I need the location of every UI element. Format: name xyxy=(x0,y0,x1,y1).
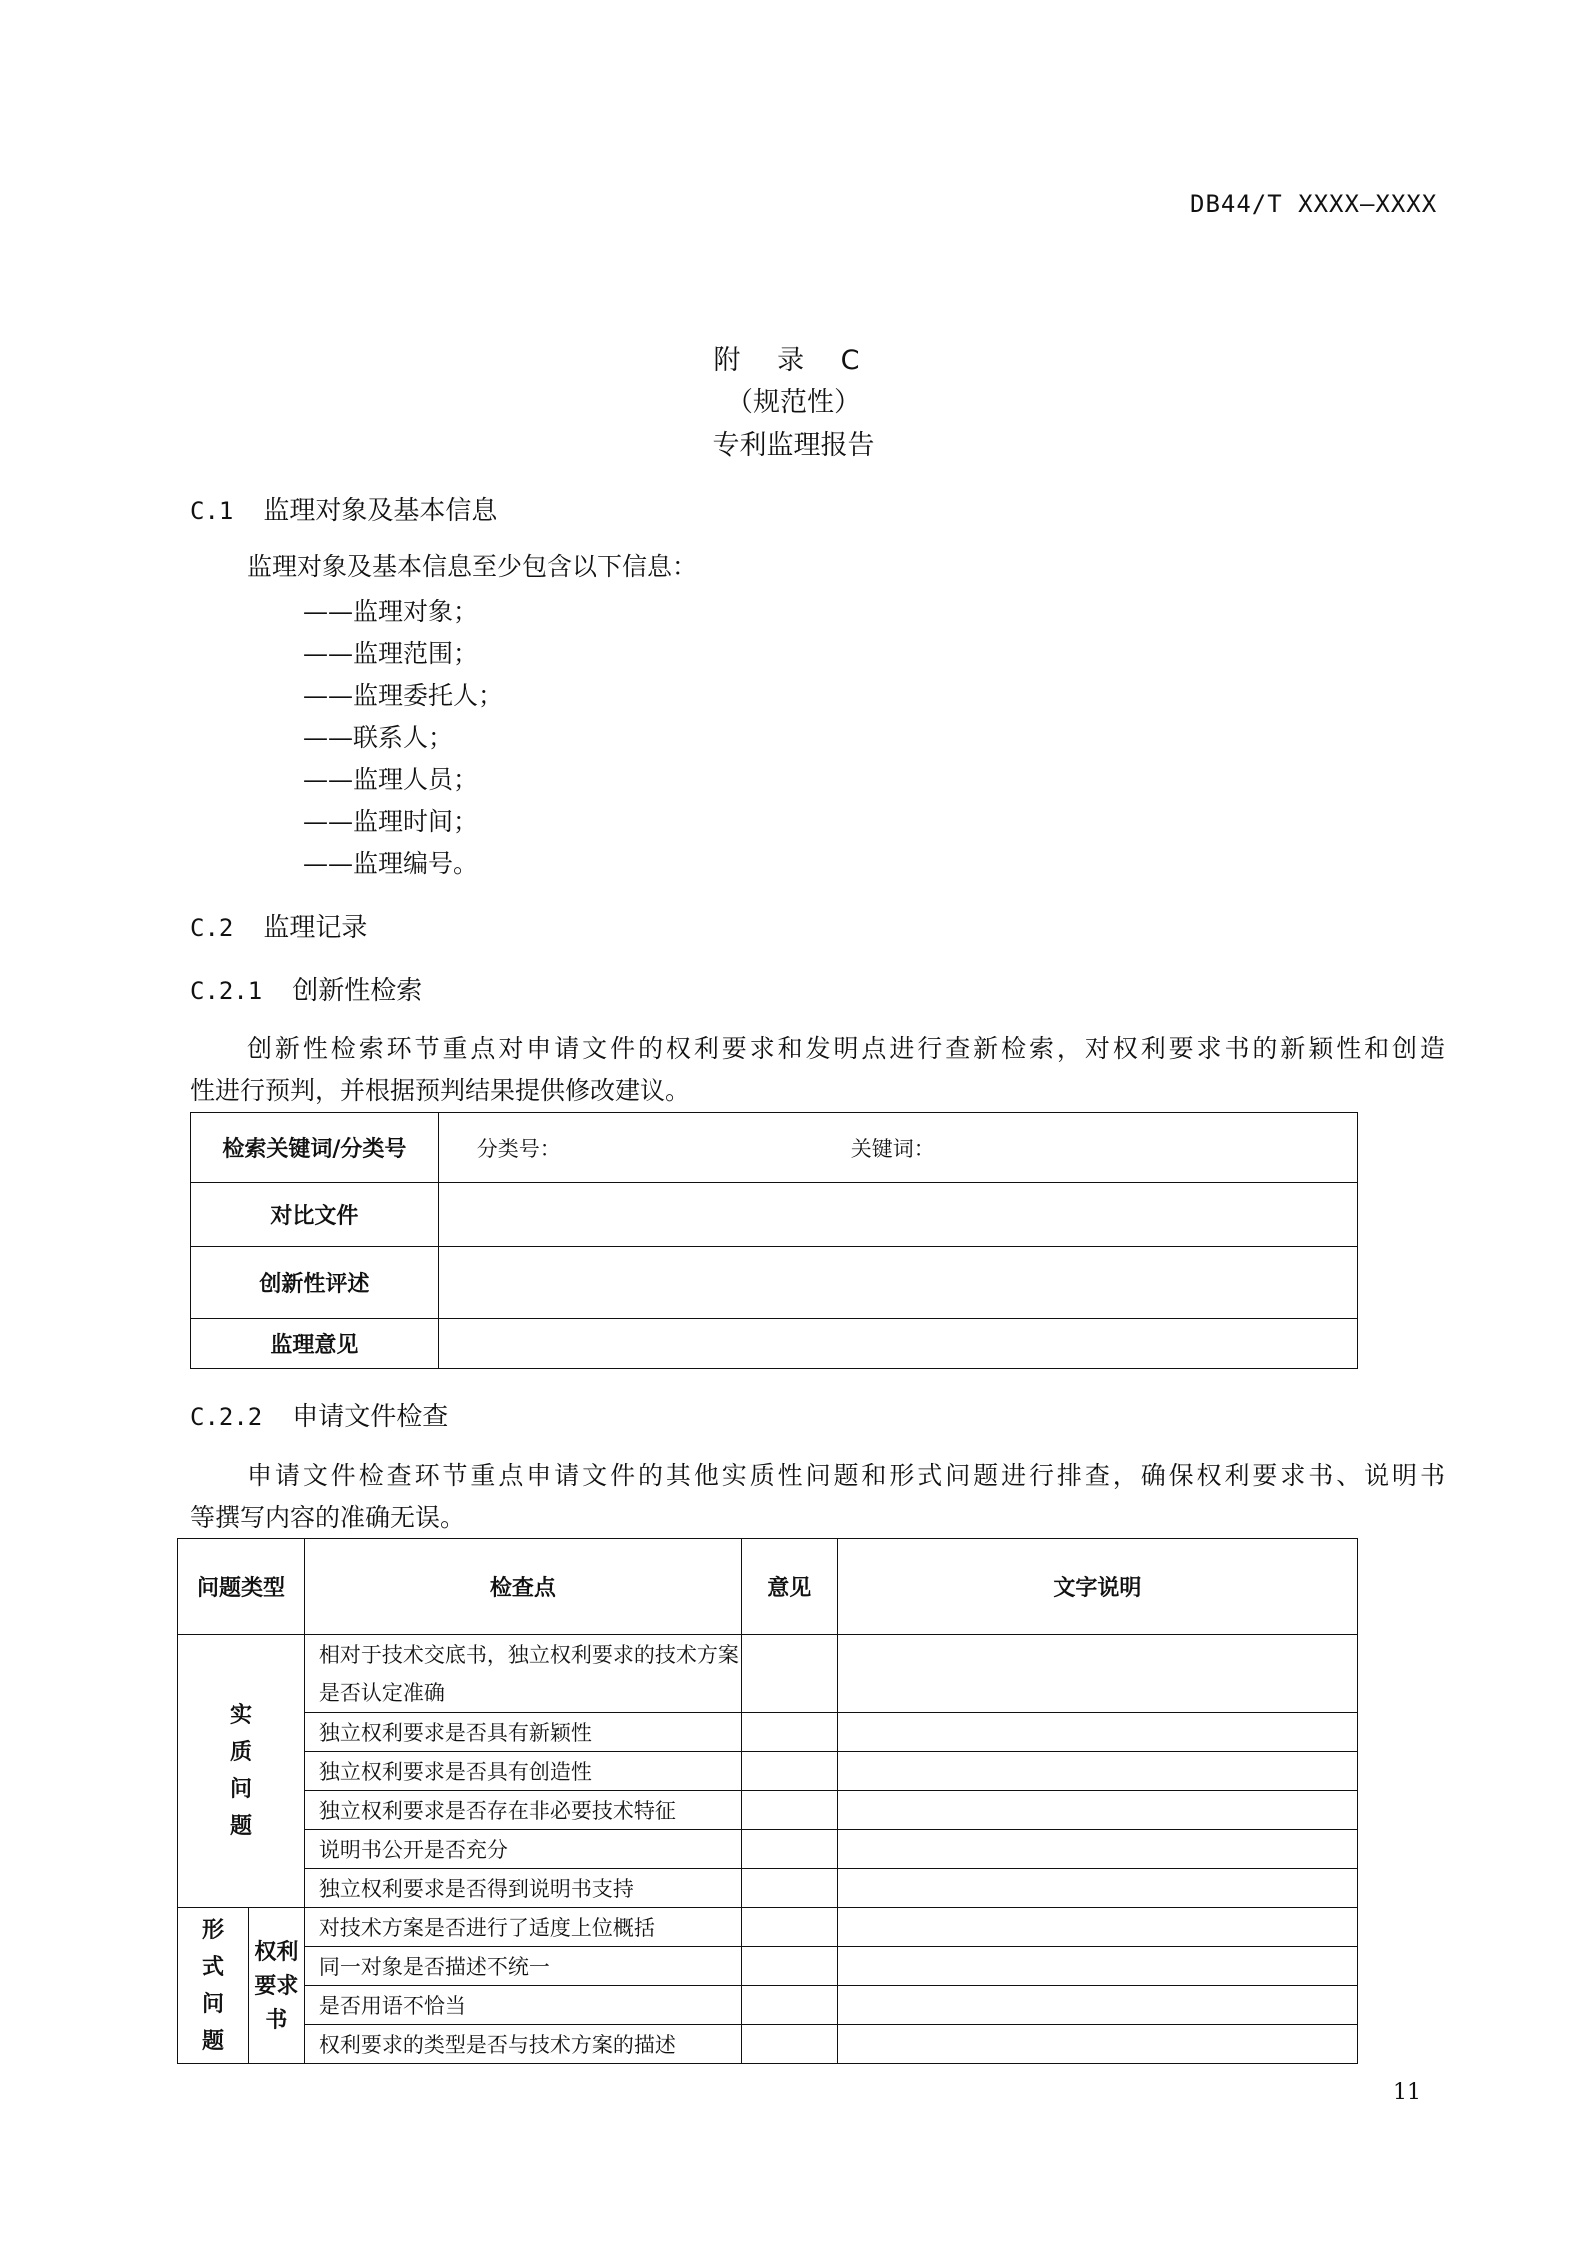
table-row xyxy=(191,1183,1358,1247)
section-number: C.2 xyxy=(190,914,234,942)
opinion-cell[interactable] xyxy=(741,1752,837,1791)
table-value-keywords[interactable] xyxy=(438,1113,1357,1183)
opinion-cell[interactable] xyxy=(741,1635,837,1713)
section-c1-intro: 监理对象及基本信息至少包含以下信息： xyxy=(247,552,698,581)
header-opinion: 意见 xyxy=(741,1539,837,1635)
section-number: C.2.2 xyxy=(190,1403,263,1431)
checkpoint-cell: 独立权利要求是否具有创造性 xyxy=(304,1752,741,1791)
document-check-table xyxy=(177,1538,1358,2064)
section-c22-paragraph-line1: 申请文件检查环节重点申请文件的其他实质性问题和形式问题进行排查，确保权利要求书、说明书 xyxy=(247,1461,1445,1490)
section-title: 申请文件检查 xyxy=(292,1402,449,1432)
table-row xyxy=(191,1247,1358,1319)
substantive-label-text: 实质问题 xyxy=(229,1702,252,1839)
section-c21-heading xyxy=(190,970,422,1007)
opinion-cell[interactable] xyxy=(741,1986,837,2025)
section-c21-paragraph-line2: 性进行预判，并根据预判结果提供修改建议。 xyxy=(190,1076,691,1105)
section-title: 监理记录 xyxy=(263,913,368,943)
opinion-cell[interactable] xyxy=(741,1713,837,1752)
text-cell[interactable] xyxy=(837,2025,1357,2064)
checkpoint-cell: 说明书公开是否充分 xyxy=(304,1830,741,1869)
checkpoint-cell: 是否用语不恰当 xyxy=(304,1986,741,2025)
page-number: 11 xyxy=(1393,2080,1421,2105)
list-item: ——监理对象； xyxy=(303,597,479,626)
text-cell[interactable] xyxy=(837,1635,1357,1713)
list-item: ——监理编号。 xyxy=(303,849,479,878)
appendix-type: （规范性） xyxy=(726,387,861,418)
checkpoint-cell: 独立权利要求是否具有新颖性 xyxy=(304,1713,741,1752)
section-title: 创新性检索 xyxy=(292,976,423,1006)
list-item: ——监理时间； xyxy=(303,807,479,836)
opinion-cell[interactable] xyxy=(741,1947,837,1986)
formal-problem-label xyxy=(178,1908,249,2064)
text-cell[interactable] xyxy=(837,1752,1357,1791)
table-value-novelty-review[interactable] xyxy=(438,1247,1357,1319)
table-value-supervision-opinion[interactable] xyxy=(438,1319,1357,1369)
table-header-row xyxy=(178,1539,1358,1635)
claims-label-text: 权利要求书 xyxy=(254,1938,299,2033)
checkpoint-cell: 同一对象是否描述不统一 xyxy=(304,1947,741,1986)
table-row xyxy=(178,1713,1358,1752)
section-c22-paragraph-line2: 等撰写内容的准确无误。 xyxy=(190,1503,466,1532)
checkpoint-cell: 对技术方案是否进行了适度上位概括 xyxy=(304,1908,741,1947)
header-checkpoint: 检查点 xyxy=(304,1539,741,1635)
table-value-reference-docs[interactable] xyxy=(438,1183,1357,1247)
list-item: ——联系人； xyxy=(303,723,454,752)
table-row xyxy=(178,2025,1358,2064)
checkpoint-cell: 独立权利要求是否存在非必要技术特征 xyxy=(304,1791,741,1830)
header-problem-type: 问题类型 xyxy=(178,1539,305,1635)
table-row xyxy=(178,1791,1358,1830)
section-c21-paragraph-line1: 创新性检索环节重点对申请文件的权利要求和发明点进行查新检索，对权利要求书的新颖性和创造 xyxy=(247,1034,1445,1063)
keyword-label: 关键词： xyxy=(850,1136,935,1161)
opinion-cell[interactable] xyxy=(741,1791,837,1830)
list-item: ——监理委托人； xyxy=(303,681,504,710)
text-cell[interactable] xyxy=(837,1869,1357,1908)
table-row xyxy=(178,1869,1358,1908)
header-text-description: 文字说明 xyxy=(837,1539,1357,1635)
substantive-problem-label xyxy=(178,1635,305,1908)
section-number: C.2.1 xyxy=(190,977,263,1005)
appendix-subject: 专利监理报告 xyxy=(712,430,875,461)
claims-label xyxy=(248,1908,304,2064)
table-row xyxy=(178,1947,1358,1986)
section-number: C.1 xyxy=(190,497,234,525)
list-item: ——监理范围； xyxy=(303,639,479,668)
search-table xyxy=(190,1112,1358,1369)
section-title: 监理对象及基本信息 xyxy=(263,496,498,526)
text-cell[interactable] xyxy=(837,1713,1357,1752)
table-label-keywords: 检索关键词/分类号 xyxy=(191,1113,439,1183)
table-row xyxy=(178,1830,1358,1869)
table-row xyxy=(178,1635,1358,1713)
table-label-supervision-opinion: 监理意见 xyxy=(191,1319,439,1369)
formal-label-text: 形式问题 xyxy=(201,1916,224,2054)
opinion-cell[interactable] xyxy=(741,2025,837,2064)
opinion-cell[interactable] xyxy=(741,1869,837,1908)
text-cell[interactable] xyxy=(837,1986,1357,2025)
text-cell[interactable] xyxy=(837,1830,1357,1869)
section-c22-heading xyxy=(190,1396,448,1433)
table-row xyxy=(191,1113,1358,1183)
section-c1-heading xyxy=(190,490,497,527)
checkpoint-cell: 独立权利要求是否得到说明书支持 xyxy=(304,1869,741,1908)
text-cell[interactable] xyxy=(837,1791,1357,1830)
text-cell[interactable] xyxy=(837,1908,1357,1947)
list-item: ——监理人员； xyxy=(303,765,479,794)
appendix-title: 附 录 C xyxy=(713,345,874,376)
document-code: DB44/T XXXX—XXXX xyxy=(1190,190,1438,218)
classification-label: 分类号： xyxy=(476,1136,561,1161)
text-cell[interactable] xyxy=(837,1947,1357,1986)
table-row xyxy=(178,1908,1358,1947)
checkpoint-cell: 相对于技术交底书，独立权利要求的技术方案是否认定准确 xyxy=(304,1635,741,1713)
table-row xyxy=(178,1986,1358,2025)
table-label-novelty-review: 创新性评述 xyxy=(191,1247,439,1319)
table-row xyxy=(178,1752,1358,1791)
opinion-cell[interactable] xyxy=(741,1830,837,1869)
checkpoint-cell: 权利要求的类型是否与技术方案的描述 xyxy=(304,2025,741,2064)
table-label-reference-docs: 对比文件 xyxy=(191,1183,439,1247)
opinion-cell[interactable] xyxy=(741,1908,837,1947)
section-c2-heading xyxy=(190,907,367,944)
table-row xyxy=(191,1319,1358,1369)
